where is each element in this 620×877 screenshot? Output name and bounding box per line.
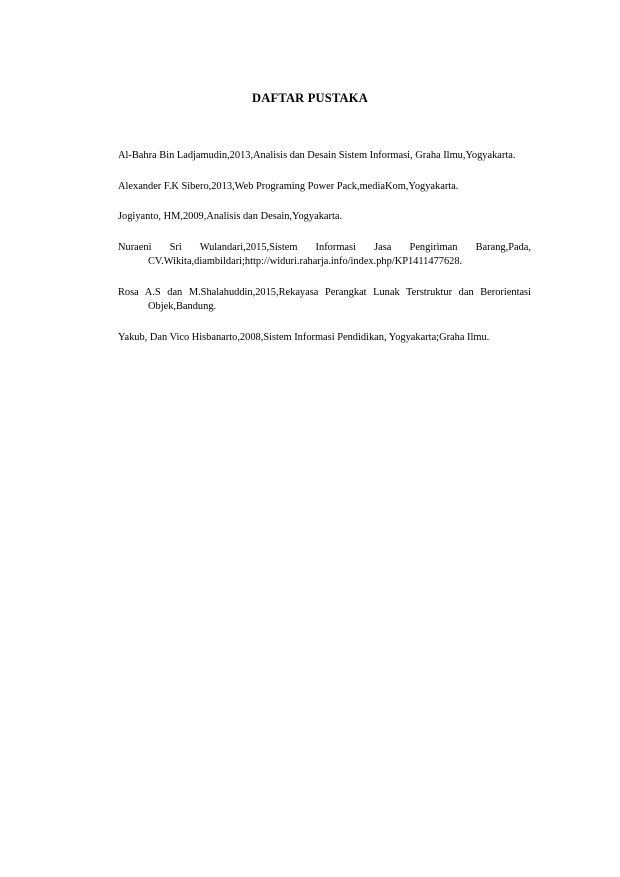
reference-list <box>118 149 531 361</box>
page-title: DAFTAR PUSTAKA <box>252 91 368 105</box>
reference-item: Rosa A.S dan M.Shalahuddin,2015,Rekayasa Perangkat Lunak Terstruktur dan Berorientasi Objek,Bandung. <box>118 286 531 312</box>
reference-item: Jogiyanto, HM,2009,Analisis dan Desain,Yogyakarta. <box>118 211 343 222</box>
reference-item: Alexander F.K Sibero,2013,Web Programing Power Pack,mediaKom,Yogyakarta. <box>118 180 459 192</box>
reference-item: Nuraeni Sri Wulandari,2015,Sistem Informasi Jasa Pengiriman Barang,Pada, CV.Wikita,diambildari;http://widuri.raharja.info/index.php/KP1411477628. <box>118 241 531 267</box>
reference-item: Al-Bahra Bin Ladjamudin,2013,Analisis dan Desain Sistem Informasi, Graha Ilmu,Yogyakarta. <box>118 150 516 161</box>
reference-item: Yakub, Dan Vico Hisbanarto,2008,Sistem Informasi Pendidikan, Yogyakarta;Graha Ilmu. <box>118 331 490 343</box>
